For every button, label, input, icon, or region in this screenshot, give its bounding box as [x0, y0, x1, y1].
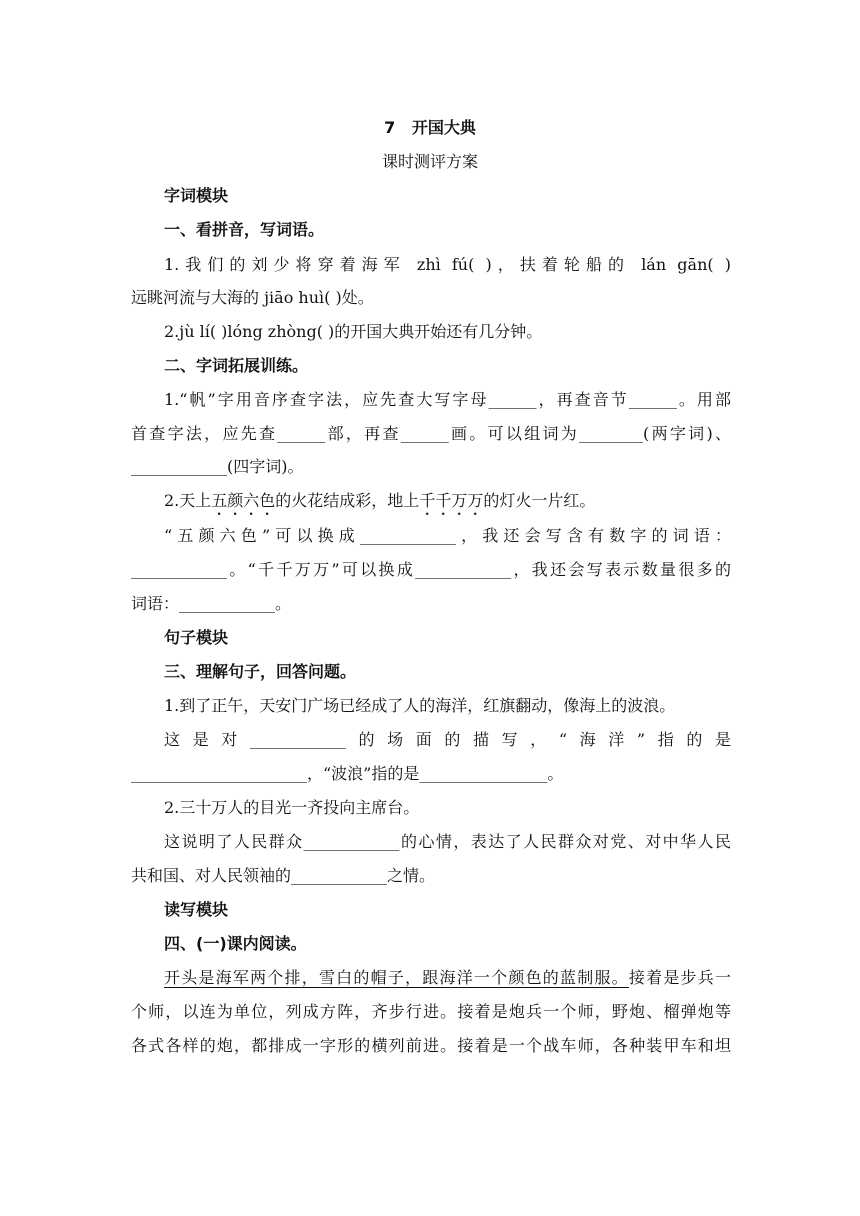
question-3-1-answer-line2: ______________________，“波浪”指的是________________。 — [131, 764, 564, 783]
question-2-1-line1: 1.“帆”字用音序查字法，应先查大写字母______，再查音节______。用部 — [164, 390, 731, 409]
question-2-1-line2: 首查字法，应先查______部，再查______画。可以组词为________(两字词)、 — [131, 424, 731, 443]
dotted-word-2: 千千万万 — [419, 491, 484, 510]
lesson-name: 开国大典 — [411, 118, 476, 137]
question-3-1: 1.到了正午，天安门广场已经成了人的海洋，红旗翻动，像海上的波浪。 — [164, 696, 676, 715]
passage-line1 — [164, 969, 731, 989]
question-3-1-answer-line1: 这是对____________的场面的描写，“海洋”指的是 — [164, 730, 731, 749]
q2-2-middle: 的火花结成彩，地上 — [275, 491, 420, 510]
passage-line2: 个师，以连为单位，列成方阵，齐步行进。接着是炮兵一个师，野炮、榴弹炮等 — [131, 1004, 731, 1021]
passage-line1-rest: 接着是步兵一 — [628, 970, 731, 987]
module-heading-sentences: 句子模块 — [164, 628, 229, 647]
section-heading-2: 二、字词拓展训练。 — [164, 356, 309, 375]
question-2-2-line4: 词语：____________。 — [131, 594, 292, 613]
question-2-1-line3: ____________(四字词)。 — [131, 457, 304, 476]
dotted-word-1: 五颜六色 — [211, 491, 276, 510]
q2-2-suffix: 的灯火一片红。 — [483, 491, 596, 510]
question-3-2-answer-line2: 共和国、对人民领袖的____________之情。 — [131, 866, 436, 885]
module-heading-words: 字词模块 — [164, 186, 229, 205]
question-1-2: 2.jù lí( )lóng zhòng( )的开国大典开始还有几分钟。 — [164, 322, 543, 341]
question-2-2-line2: “五颜六色”可以换成____________，我还会写含有数字的词语： — [164, 526, 731, 545]
question-1-1-line2: 远眺河流与大海的 jiāo huì( )处。 — [131, 288, 374, 307]
page-subtitle: 课时测评方案 — [381, 152, 478, 171]
module-heading-reading: 读写模块 — [164, 900, 229, 919]
lesson-number: 7 — [384, 118, 396, 137]
lesson-title — [0, 118, 860, 138]
section-heading-3: 三、理解句子，回答问题。 — [164, 662, 357, 681]
question-3-2-answer-line1: 这说明了人民群众____________的心情，表达了人民群众对党、对中华人民 — [164, 832, 731, 851]
passage-line3: 各式各样的炮，都排成一字形的横列前进。接着是一个战车师，各种装甲车和坦 — [131, 1038, 731, 1055]
question-1-1-line1: 1.我们的刘少将穿着海军 zhì fú( )，扶着轮船的 lán gān( ) — [164, 255, 731, 274]
q2-2-prefix: 2.天上 — [164, 491, 212, 510]
passage-underlined-sentence: 开头是海军两个排，雪白的帽子，跟海洋一个颜色的蓝制服。 — [164, 970, 629, 987]
question-2-2-line1 — [164, 491, 731, 519]
section-heading-4: 四、(一)课内阅读。 — [164, 934, 307, 953]
question-3-2: 2.三十万人的目光一齐投向主席台。 — [164, 798, 420, 817]
section-heading-1: 一、看拼音，写词语。 — [164, 220, 325, 239]
question-2-2-line3: ____________。“千千万万”可以换成____________，我还会写表示数量很多的 — [131, 560, 731, 579]
